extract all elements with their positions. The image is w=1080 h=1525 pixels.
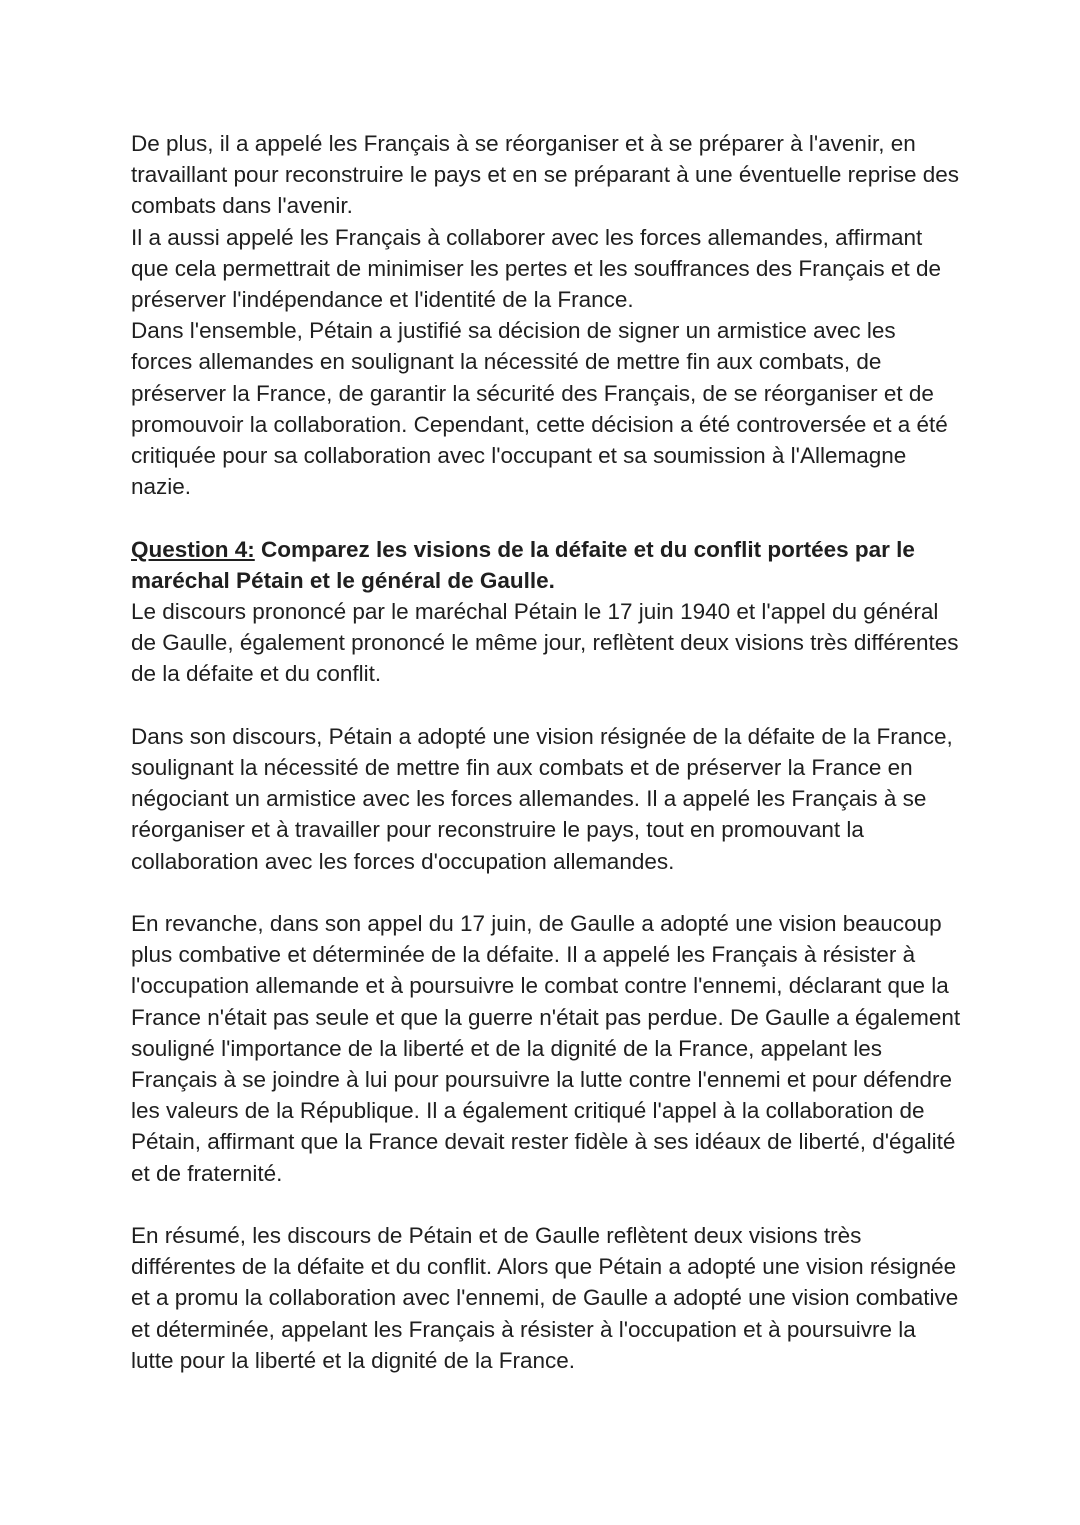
question-heading [131,534,961,596]
paragraph-summary: En résumé, les discours de Pétain et de Gaulle reflètent deux visions très différentes de la défaite et du conflit. Alors que Pétain a adopté une vision résignée et a promu la collaboration avec l'ennemi, de Gaulle a adopté une vision combative et déterminée, appelant les Français à résister à l'occupation et à poursuivre la lutte pour la liberté et la dignité de la France. [131,1223,959,1373]
question-label: Question 4: [131,536,255,562]
paragraph-collaboration: Il a aussi appelé les Français à collaborer avec les forces allemandes, affirmant que cela permettrait de minimiser les pertes et les souffrances des Français et de préserver l'indépendance et l'identité de la France. [131,224,941,313]
document-page [131,128,961,1376]
paragraph-intro: Le discours prononcé par le maréchal Pétain le 17 juin 1940 et l'appel du général de Gaulle, également prononcé le même jour, reflètent deux visions très différentes de la défaite et du conflit. [131,599,959,687]
paragraph-de-gaulle: En revanche, dans son appel du 17 juin, de Gaulle a adopté une vision beaucoup plus combative et déterminée de la défaite. Il a appelé les Français à résister à l'occupation allemande et à poursuivre le combat contre l'ennemi, déclarant que la France n'était pas seule et que la guerre n'était pas perdue. De Gaulle a également souligné l'importance de la liberté et de la dignité de la France, appelant les Français à se joindre à lui pour poursuivre la lutte contre l'ennemi et pour défendre les valeurs de la République. Il a également critiqué l'appel à la collaboration de Pétain, affirmant que la France devait rester fidèle à ses idéaux de liberté, d'égalité et de fraternité. [131,911,961,1186]
paragraph-spacer [131,1189,961,1220]
question-text: Comparez les visions de la défaite et du conflit portées par le maréchal Pétain et le général de Gaulle. [131,536,915,593]
paragraph-reorganisation: De plus, il a appelé les Français à se réorganiser et à se préparer à l'avenir, en travaillant pour reconstruire le pays et en se préparant à une éventuelle reprise des combats dans l'avenir. [131,131,959,219]
paragraph-ensemble: Dans l'ensemble, Pétain a justifié sa décision de signer un armistice avec les forces allemandes en soulignant la nécessité de mettre fin aux combats, de préserver la France, de garantir la sécurité des Français, de se réorganiser et de promouvoir la collaboration. Cependant, cette décision a été controversée et a été critiquée pour sa collaboration avec l'occupant et sa soumission à l'Allemagne nazie. [131,318,948,500]
paragraph-petain: Dans son discours, Pétain a adopté une vision résignée de la défaite de la France, soulignant la nécessité de mettre fin aux combats et de préserver la France en négociant un armistice avec les forces allemandes. Il a appelé les Français à se réorganiser et à travailler pour reconstruire le pays, tout en promouvant la collaboration avec les forces d'occupation allemandes. [131,723,953,874]
paragraph-spacer [131,502,961,533]
paragraph-spacer [131,690,961,721]
paragraph-spacer [131,877,961,908]
